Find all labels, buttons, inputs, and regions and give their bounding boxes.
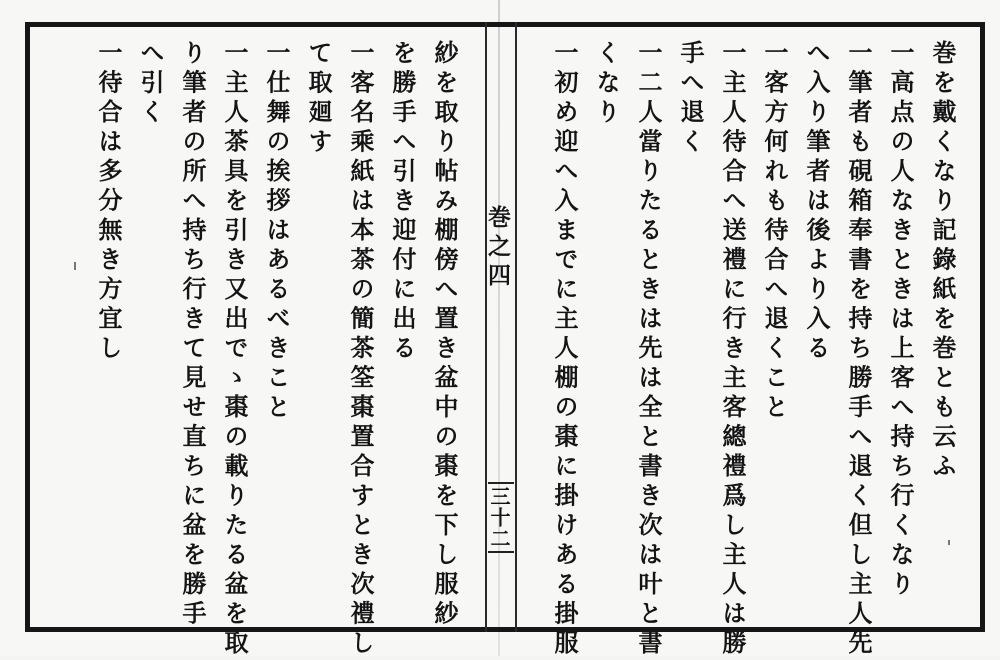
paper-speck	[948, 540, 950, 545]
text-column-r5: 一客方何れも待合へ退くこと	[760, 40, 789, 424]
volume-title: 巻之四	[484, 205, 511, 292]
text-column-r10: 一初め迎へ入までに主人棚の棗に掛けある掛服	[550, 40, 579, 660]
page-number: 三十二	[488, 482, 514, 553]
text-column-l9: 一待合は多分無き方宜し	[94, 40, 123, 365]
text-column-l7: り筆者の所へ持ち行きて見せ直ちに盆を勝手	[178, 40, 207, 630]
text-column-r6: 一主人待合へ送禮に行き主客總禮爲し主人は勝	[718, 40, 747, 660]
text-column-r3: 一筆者も硯箱奉書を持ち勝手へ退く但し主人先	[844, 40, 873, 660]
text-column-r1: 巻を戴くなり記錄紙を巻とも云ふ	[928, 40, 957, 483]
text-column-r2: 一高点の人なきときは上客へ持ち行くなり	[886, 40, 915, 601]
text-column-l3: 一客名乘紙は本茶の簡茶筌棗置合すとき次禮し	[346, 40, 375, 660]
text-column-r7: 手へ退く	[676, 40, 705, 158]
gutter-rule-right	[515, 22, 517, 632]
text-column-l1: 紗を取り帖み棚傍へ置き盆中の棗を下し服紗	[430, 40, 459, 630]
text-column-l8: へ引く	[136, 40, 165, 129]
paper-speck	[74, 262, 76, 270]
text-column-r8: 一二人當りたるときは先は全と書き次は叶と書	[634, 40, 663, 660]
text-column-l2: を勝手へ引き迎付に出る	[388, 40, 417, 365]
text-column-l5: 一仕舞の挨拶はあるべきこと	[262, 40, 291, 424]
text-column-r9: くなり	[592, 40, 621, 129]
text-column-l4: て取廻す	[304, 40, 333, 158]
text-column-l6: 一主人茶具を引き又出でゝ棗の載りたる盆を取	[220, 40, 249, 660]
text-column-r4: へ入り筆者は後より入る	[802, 40, 831, 365]
